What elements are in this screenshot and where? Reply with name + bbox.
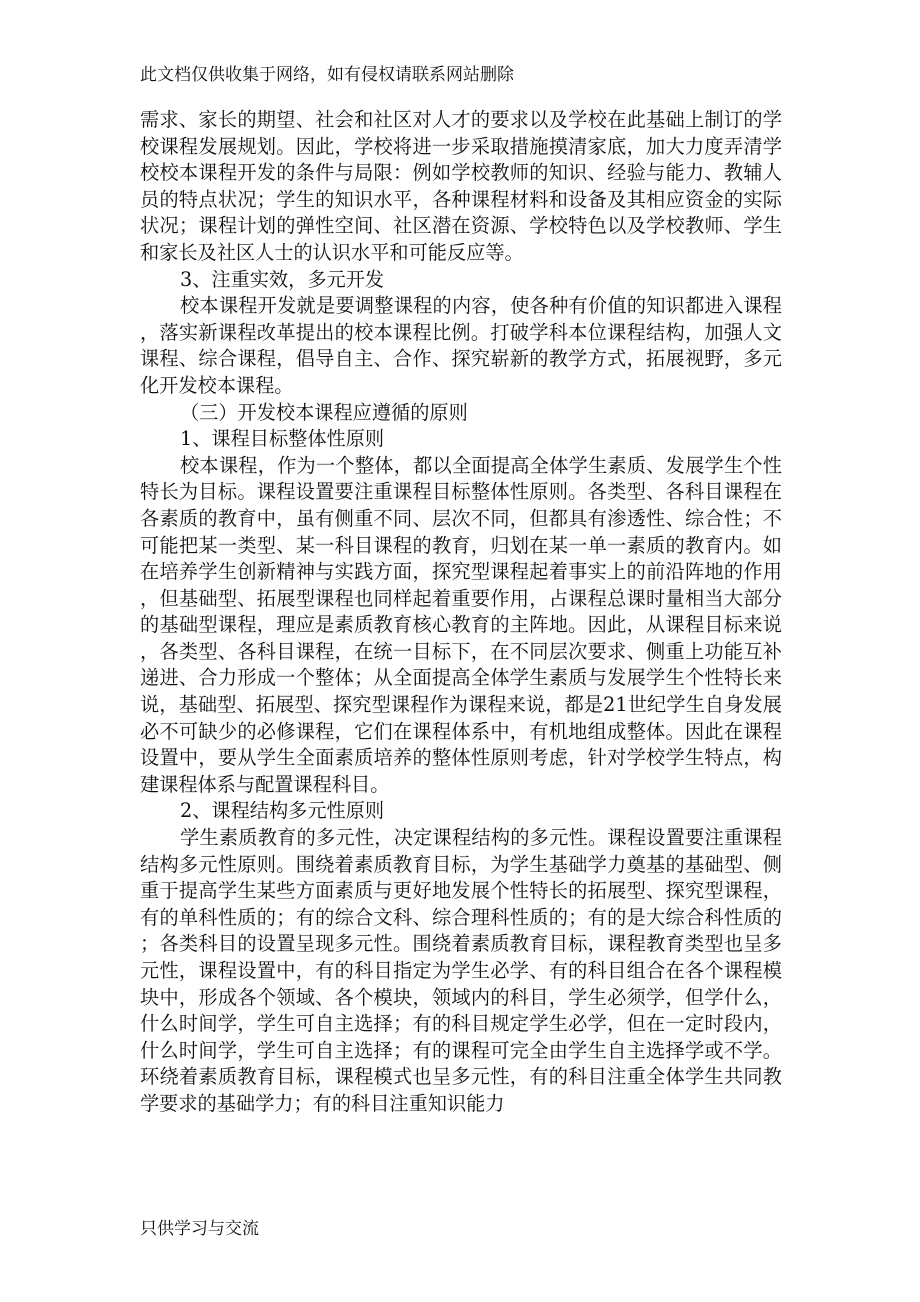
subheading-2: 2、课程结构多元性原则	[180, 799, 385, 823]
section-heading-3: 3、注重实效，多元开发	[180, 267, 385, 291]
paragraph-1: 需求、家长的期望、社会和社区对人才的要求以及学校在此基础上制订的学校课程发展规划。因此，学校将进一步采取措施摸清家底，加大力度弄清学校校本课程开发的条件与局限：例如学校教师的知识、经验与能力、教辅人员的特点状况；学生的知识水平，各种课程材料和设备及其相应资金的实际状况；课程计划的弹性空间、社区潜在资源、学校特色以及学校教师、学生和家长及社区人士的认识水平和可能反应等。	[140, 108, 782, 264]
paragraph-4: 学生素质教育的多元性，决定课程结构的多元性。课程设置要注重课程结构多元性原则。围绕着素质教育目标，为学生基础学力奠基的基础型、侧重于提高学生某些方面素质与更好地发展个性特长的拓展型、探究型课程，有的单科性质的；有的综合文科、综合理科性质的；有的是大综合科性质的；各类科目的设置呈现多元性。围绕着素质教育目标，课程教育类型也呈多元性，课程设置中，有的科目指定为学生必学、有的科目组合在各个课程模块中，形成各个领域、各个模块，领域内的科目，学生必须学，但学什么，什么时间学，学生可自主选择；有的科目规定学生必学，但在一定时段内，什么时间学，学生可自主选择；有的课程可完全由学生自主选择学或不学。环绕着素质教育目标，课程模式也呈多元性，有的科目注重全体学生共同教学要求的基础学力；有的科目注重知识能力	[140, 826, 782, 1115]
footer-note: 只供学习与交流	[140, 1219, 259, 1239]
header-disclaimer: 此文档仅供收集于网络，如有侵权请联系网站删除	[140, 65, 514, 85]
subheading-1: 1、课程目标整体性原则	[180, 427, 385, 451]
paragraph-2: 校本课程开发就是要调整课程的内容，使各种有价值的知识都进入课程，落实新课程改革提出的校本课程比例。打破学科本位课程结构，加强人文课程、综合课程，倡导自主、合作、探究崭新的教学方式，拓展视野，多元化开发校本课程。	[140, 294, 782, 397]
section-heading-principles: （三）开发校本课程应遵循的原则	[180, 400, 468, 424]
paragraph-3: 校本课程，作为一个整体，都以全面提高全体学生素质、发展学生个性特长为目标。课程设置要注重课程目标整体性原则。各类型、各科目课程在各素质的教育中，虽有侧重不同、层次不同，但都具有渗透性、综合性；不可能把某一类型、某一科目课程的教育，归划在某一单一素质的教育内。如在培养学生创新精神与实践方面，探究型课程起着事实上的前沿阵地的作用，但基础型、拓展型课程也同样起着重要作用，占课程总课时量相当大部分的基础型课程，理应是素质教育核心教育的主阵地。因此，从课程目标来说，各类型、各科目课程，在统一目标下，在不同层次要求、侧重上功能互补递进、合力形成一个整体；从全面提高全体学生素质与发展学生个性特长来说，基础型、拓展型、探究型课程作为课程来说，都是21世纪学生自身发展必不可缺少的必修课程，它们在课程体系中，有机地组成整体。因此在课程设置中，要从学生全面素质培养的整体性原则考虑，针对学校学生特点，构建课程体系与配置课程科目。	[140, 453, 782, 796]
document-body	[140, 107, 782, 1118]
